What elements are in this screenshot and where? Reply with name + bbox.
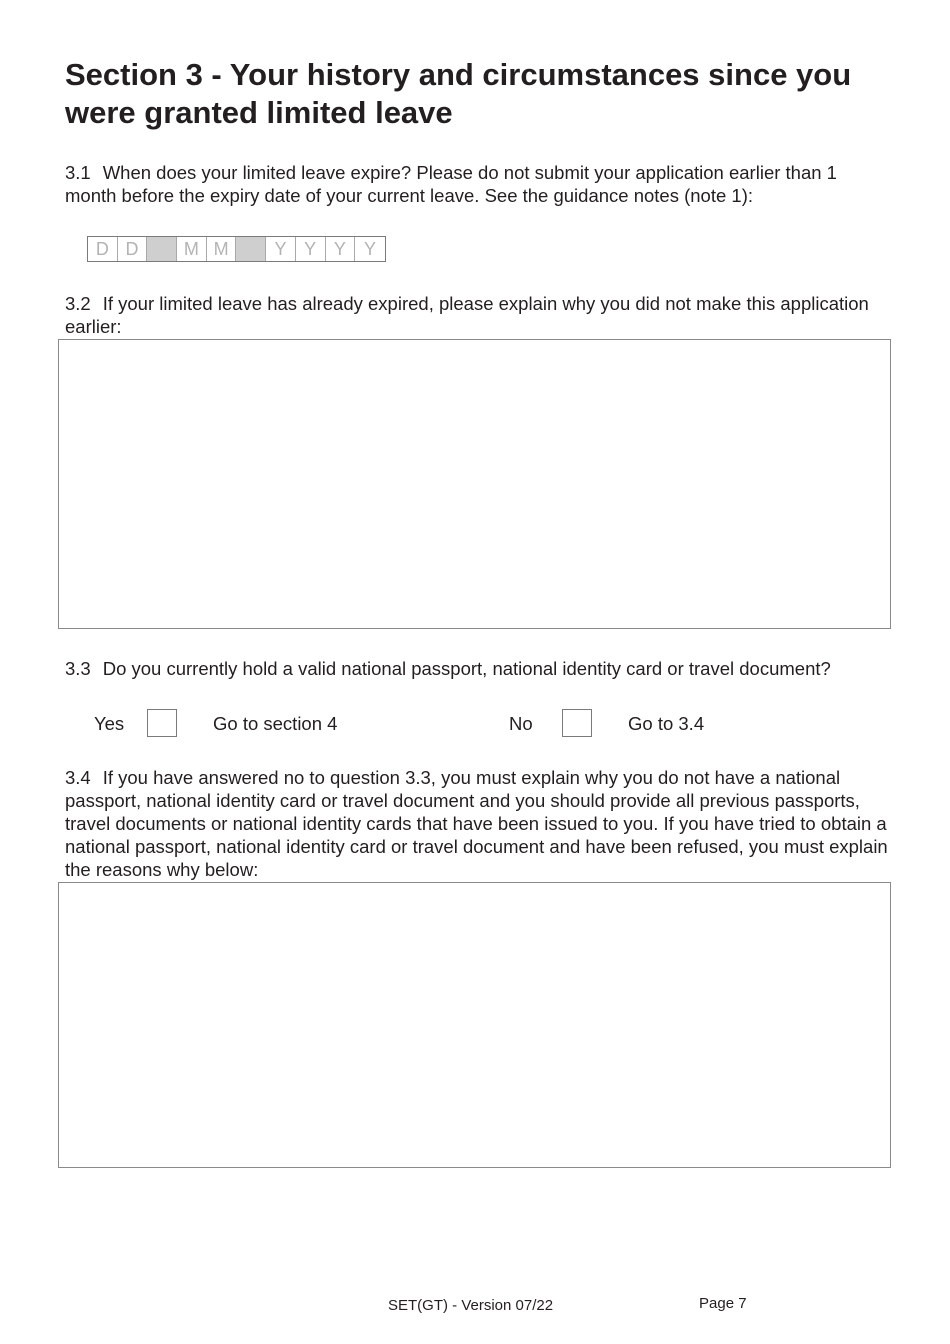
- yes-checkbox[interactable]: [147, 709, 177, 737]
- late-application-explanation-field[interactable]: [58, 339, 891, 629]
- question-text: When does your limited leave expire? Please do not submit your application earlier than 1 month before the expiry date of your current leave. See the guidance notes (note 1):: [65, 162, 837, 206]
- day-digit-1[interactable]: D: [88, 237, 118, 261]
- date-separator: [236, 237, 266, 261]
- question-3-2: [65, 292, 885, 338]
- year-digit-1[interactable]: Y: [266, 237, 296, 261]
- year-digit-4[interactable]: Y: [355, 237, 385, 261]
- yes-label: Yes: [94, 713, 125, 734]
- question-3-3: [65, 657, 885, 680]
- question-text: If your limited leave has already expired, please explain why you did not make this application earlier:: [65, 293, 869, 337]
- no-instruction: Go to 3.4: [628, 713, 705, 734]
- no-passport-explanation-field[interactable]: [58, 882, 891, 1168]
- page-number: Page 7: [699, 1295, 747, 1312]
- question-number: 3.2: [65, 293, 91, 314]
- no-label: No: [509, 713, 533, 734]
- year-digit-2[interactable]: Y: [296, 237, 326, 261]
- date-separator: [147, 237, 177, 261]
- question-number: 3.1: [65, 162, 91, 183]
- month-digit-1[interactable]: M: [177, 237, 207, 261]
- form-version: SET(GT) - Version 07/22: [388, 1297, 554, 1314]
- question-3-1: [65, 161, 885, 207]
- no-checkbox[interactable]: [562, 709, 592, 737]
- day-digit-2[interactable]: D: [118, 237, 148, 261]
- question-3-4: [65, 766, 895, 881]
- expiry-date-field[interactable]: [87, 236, 386, 262]
- question-text: Do you currently hold a valid national passport, national identity card or travel document?: [102, 658, 831, 679]
- question-text: If you have answered no to question 3.3, you must explain why you do not have a national passport, national identity card or travel document and you should provide all previous passports, travel documents or national identity cards that have been issued to you. If you have tried to obtain a national passport, national identity card or travel document and have been refused, you must explain the reasons why below:: [65, 767, 888, 880]
- month-digit-2[interactable]: M: [207, 237, 237, 261]
- question-number: 3.4: [65, 767, 91, 788]
- question-number: 3.3: [65, 658, 91, 679]
- page-title: Section 3 - Your history and circumstances since you were granted limited leave: [65, 57, 852, 130]
- yes-instruction: Go to section 4: [213, 713, 338, 734]
- year-digit-3[interactable]: Y: [326, 237, 356, 261]
